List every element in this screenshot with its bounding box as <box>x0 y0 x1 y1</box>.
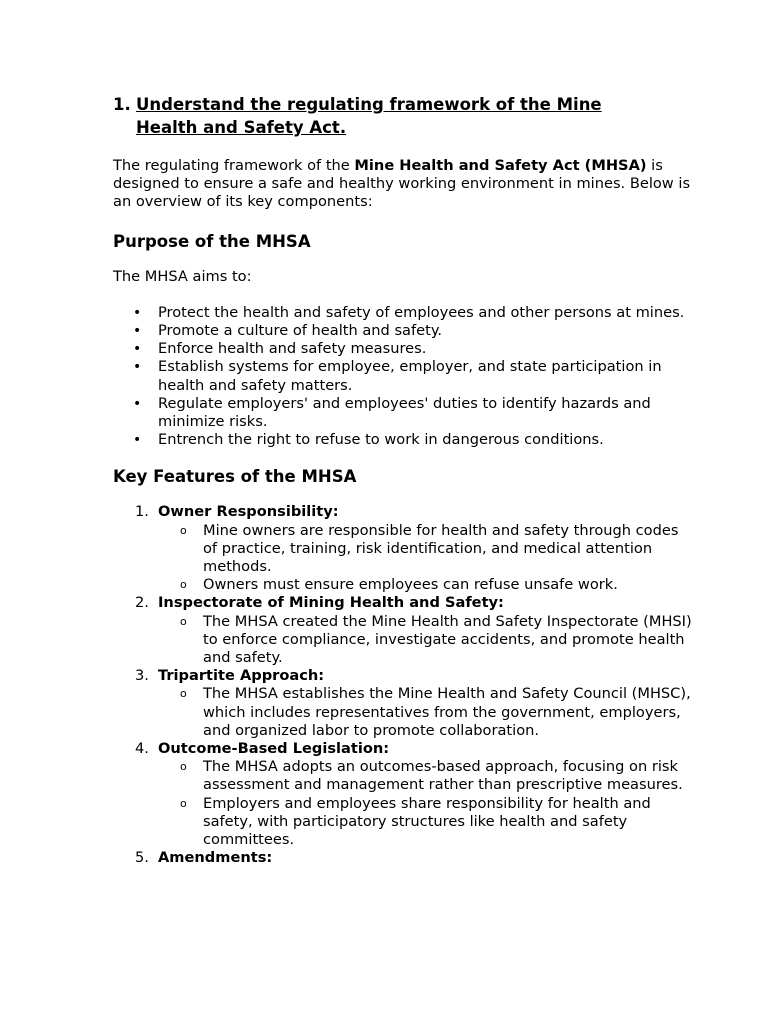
feature-item <box>113 849 693 867</box>
bullet-icon: • <box>133 323 142 340</box>
sub-list-item <box>158 576 693 594</box>
section-heading-number: 1. <box>113 95 131 114</box>
circle-bullet-icon: o <box>180 796 187 810</box>
list-item-text: Promote a culture of health and safety. <box>158 322 443 340</box>
bullet-icon: • <box>133 304 142 321</box>
features-list <box>113 503 693 867</box>
list-item-text: Entrench the right to refuse to work in dangerous conditions. <box>158 431 604 449</box>
circle-bullet-icon: o <box>180 578 187 592</box>
list-item <box>113 304 693 322</box>
feature-number: 1. <box>135 503 149 521</box>
section-heading-text: Understand the regulating framework of the Mine Health and Safety Act. <box>136 95 602 137</box>
sub-list-item <box>158 758 693 794</box>
feature-item <box>113 594 693 667</box>
section-heading <box>113 93 693 139</box>
bullet-icon: • <box>133 432 142 449</box>
feature-title: Outcome-Based Legislation: <box>158 740 390 758</box>
sub-list-item-text: The MHSA created the Mine Health and Safety Inspectorate (MHSI) to enforce compliance, investigate accidents, and promote health and safety. <box>203 612 692 667</box>
list-item-text: Establish systems for employee, employer, and state participation in health and safety matters. <box>158 358 662 394</box>
feature-title: Owner Responsibility: <box>158 503 339 521</box>
feature-number: 2. <box>135 594 149 612</box>
sub-list-item <box>158 795 693 850</box>
sub-list-item-text: Mine owners are responsible for health and safety through codes of practice, training, risk identification, and medical attention methods. <box>203 521 679 576</box>
intro-paragraph <box>113 157 693 212</box>
circle-bullet-icon: o <box>180 523 187 537</box>
bullet-icon: • <box>133 359 142 376</box>
feature-item <box>113 503 693 594</box>
feature-item <box>113 667 693 740</box>
purpose-list <box>113 304 693 450</box>
feature-title: Inspectorate of Mining Health and Safety: <box>158 594 504 612</box>
list-item <box>113 431 693 449</box>
list-item <box>113 322 693 340</box>
intro-text-after: is designed to ensure a safe and healthy working environment in mines. Below is an overview of its key components: <box>113 157 691 211</box>
sub-list-item-text: The MHSA adopts an outcomes-based approach, focusing on risk assessment and management rather than prescriptive measures. <box>203 758 683 794</box>
features-heading: Key Features of the MHSA <box>113 467 357 487</box>
feature-number: 5. <box>135 849 149 867</box>
list-item <box>113 395 693 431</box>
feature-sublist <box>158 613 693 668</box>
feature-sublist <box>158 522 693 595</box>
document-page <box>113 93 693 868</box>
circle-bullet-icon: o <box>180 687 187 701</box>
bullet-icon: • <box>133 395 142 412</box>
circle-bullet-icon: o <box>180 760 187 774</box>
list-item <box>113 358 693 394</box>
intro-text-bold: Mine Health and Safety Act (MHSA) <box>354 157 647 174</box>
sub-list-item-text: Employers and employees share responsibility for health and safety, with participatory structures like health and safety committees. <box>203 794 651 849</box>
feature-number: 4. <box>135 740 149 758</box>
sub-list-item <box>158 685 693 740</box>
bullet-icon: • <box>133 341 142 358</box>
feature-sublist <box>158 758 693 849</box>
intro-text-before: The regulating framework of the <box>113 157 355 174</box>
list-item <box>113 340 693 358</box>
purpose-heading: Purpose of the MHSA <box>113 231 311 251</box>
sub-list-item <box>158 613 693 668</box>
sub-list-item-text: The MHSA establishes the Mine Health and Safety Council (MHSC), which includes representatives from the government, employers, and organized labor to promote collaboration. <box>203 685 691 739</box>
list-item-text: Enforce health and safety measures. <box>158 340 427 358</box>
feature-title: Tripartite Approach: <box>158 667 325 685</box>
sub-list-item-text: Owners must ensure employees can refuse unsafe work. <box>203 576 618 594</box>
purpose-lead: The MHSA aims to: <box>113 267 252 285</box>
feature-sublist <box>158 685 693 740</box>
feature-number: 3. <box>135 667 149 685</box>
feature-title: Amendments: <box>158 849 273 867</box>
list-item-text: Regulate employers' and employees' duties to identify hazards and minimize risks. <box>158 394 651 431</box>
sub-list-item <box>158 522 693 577</box>
circle-bullet-icon: o <box>180 614 187 628</box>
list-item-text: Protect the health and safety of employees and other persons at mines. <box>158 303 685 321</box>
feature-item <box>113 740 693 849</box>
